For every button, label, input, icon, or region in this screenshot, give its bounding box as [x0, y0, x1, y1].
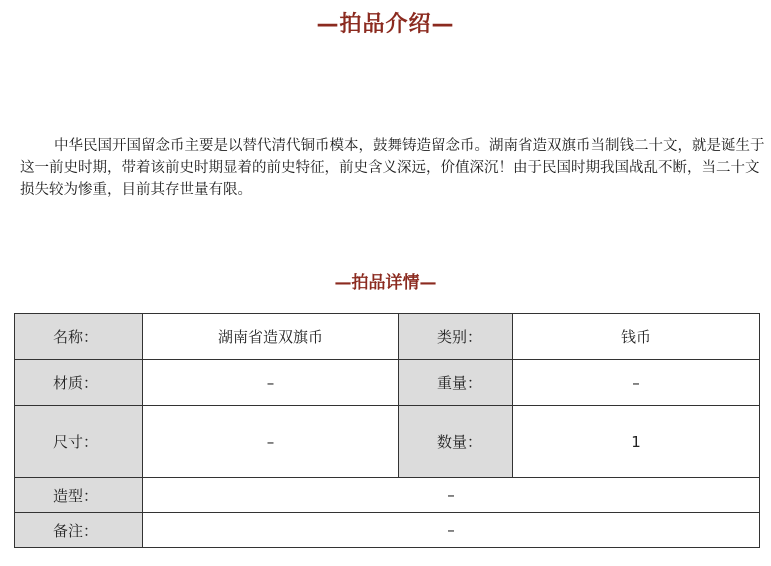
table-row [15, 478, 760, 513]
intro-paragraph: 中华民国开国留念币主要是以替代清代铜币模本，鼓舞铸造留念币。湖南省造双旗币当制钱二十文，就是诞生于这一前史时期，带着该前史时期显着的前史特征，前史含义深远，价值深沉！由于民国时期我国战乱不断，当二十文损失较为惨重，目前其存世量有限。 [20, 137, 765, 198]
table-row [15, 513, 760, 548]
table-row [15, 406, 760, 478]
size-label: 尺寸： [15, 406, 143, 478]
table-row [15, 360, 760, 406]
quantity-label: 数量： [399, 406, 513, 478]
remark-label: 备注： [15, 513, 143, 548]
details-table [14, 313, 760, 548]
weight-value: – [513, 360, 760, 406]
page-title: —拍品介绍— [316, 12, 455, 37]
quantity-value: 1 [513, 406, 760, 478]
category-label: 类别： [399, 314, 513, 360]
table-row [15, 314, 760, 360]
size-value: – [143, 406, 399, 478]
shape-value: – [143, 478, 760, 513]
material-value: – [143, 360, 399, 406]
details-title: —拍品详情— [334, 273, 437, 293]
material-label: 材质： [15, 360, 143, 406]
shape-label: 造型： [15, 478, 143, 513]
name-label: 名称： [15, 314, 143, 360]
name-value: 湖南省造双旗币 [143, 314, 399, 360]
remark-value: – [143, 513, 760, 548]
weight-label: 重量： [399, 360, 513, 406]
category-value: 钱币 [513, 314, 760, 360]
